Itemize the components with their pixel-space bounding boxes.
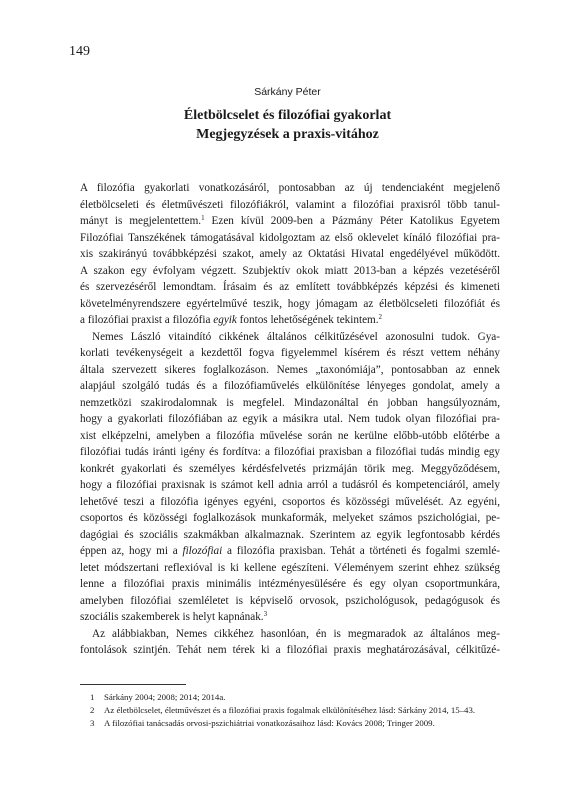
page-number: 149 [69, 44, 90, 59]
text-line: alapjául szolgáló tudás és a filozófiaművelés elkülönítése lényeges gondolat, amely a [80, 380, 500, 392]
text-line: xis szakirányú továbbképzési szakot, amely az Oktatási Hivatal engedélyével működött. [80, 248, 500, 260]
text-line: Nemes László vitaindító cikkének általános célkitűzésével azonosulni tudok. Gya- [92, 330, 500, 343]
title-line: Életbölcselet és filozófiai gyakorlat [183, 108, 392, 123]
text-line: és szervezéséről lemondtam. Írásaim és az említett továbbképzés képzési és kimeneti [80, 281, 500, 293]
footnote: 1 Sárkány 2004; 2008; 2014; 2014a. [90, 692, 226, 702]
text-line: konkrét gyakorlati és személyes kérdésfelvetés prizmáján törik meg. Meggyőződésem, [80, 462, 500, 475]
text-line: korlati tevékenységeit a kezdettől fogva figyelemmel kísérem és részt vettem néhány [80, 347, 500, 359]
text-line: életbölcseleti és életművészeti filozófiákról, valamint a filozófiai praxisról több tanul- [80, 198, 500, 211]
text-line: A szakon egy évfolyam végzett. Szubjektív okok miatt 2013-ban a képzés vezetéséről [80, 264, 500, 277]
text-line: általa szervezett sikeres foglalkozáson. Nemes „taxonómiája”, pontosabban az ennek [80, 363, 500, 376]
text-line: lenne a filozófiai praxis minimális intézményesülésére és egy olyan csoportmunkára, [80, 578, 500, 590]
text-line: szociális szakemberek is helyt kapnának.$^3$ [80, 610, 268, 623]
text-line: hogy a filozófiai praxisnak is számot kell adnia arról a tudásról és kompetenciáról, amely [80, 479, 500, 491]
footnote: 2 Az életbölcselet, életművészet és a filozófiai praxis fogalmak elkülönítéséhez lásd: Sárkány 2014, 15–43. [90, 705, 476, 715]
text-line: mányt is megjelentettem.$^1$ Ezen kívül 2009-ben a Pázmány Péter Katolikus Egyetem [80, 214, 500, 227]
text-line: Filozófiai Tanszékének támogatásával kidolgoztam az első oklevelet kínáló filozófiai pra- [80, 231, 500, 244]
subtitle-line: Megjegyzések a praxis-vitához [196, 127, 379, 142]
footnote-divider [80, 684, 186, 685]
article-author: Sárkány Péter [254, 86, 321, 98]
text-line: csoportos és közösségi foglalkozások munkaformák, melyeket számos pszichológiai, pe- [80, 512, 500, 524]
text-line: fontolások szintjén. Tehát nem térek ki a filozófiai praxis meghatározásával, célkitűzé- [80, 644, 500, 656]
footnote-ref[interactable]: 2 [378, 313, 383, 321]
text-line: nemzetközi szakirodalomnak is megfelel. Mindazonáltal én jobban hangsúlyoznám, [80, 396, 500, 409]
text-line: követelményrendszere egyértelművé teszik, hogy jómagam az életbölcseleti filozófiát és [80, 297, 500, 310]
text-line: lehetővé teszi a filozófia igényes egyéni, csoportos és közösségi művelését. Az egyéni, [80, 495, 500, 508]
text-line: dagógiai és szociális szakmákban alkalmaznak. Szerintem az egyik legfontosabb kérdés [80, 528, 500, 541]
footnotes [90, 691, 500, 730]
text-line: filozófiai tudás iránti igény és fordítva: a filozófiai praxisban a filozófiai tudás mindig egy [80, 446, 500, 458]
text-line: A filozófia gyakorlati vonatkozásáról, pontosabban az új tendenciaként megjelenő [80, 182, 500, 194]
text-line: a filozófiai praxist a filozófia egyik fontos lehetőségének tekintem.$^2$ [80, 313, 383, 326]
footnote: 3 A filozófiai tanácsadás orvosi-pszichiátriai vonatkozásaihoz lásd: Kovács 2008; Tringer 2009. [90, 718, 435, 728]
text-line: xist elképzelni, amelyben a filozófia művelése során ne kerülne előbb-utóbb előtérbe a [80, 429, 500, 442]
text-line: letet módszertani reflexióval is ki kellene egészíteni. Véleményem szerint ehhez szükség [80, 561, 500, 574]
article-title [0, 106, 575, 144]
text-line: hogy a gyakorlati filozófiában az egyik a másikra utal. Nem tudok olyan filozófiai pra- [80, 413, 500, 425]
text-line: Az alábbiakban, Nemes cikkéhez hasonlóan, én is megmaradok az általános meg- [92, 627, 500, 640]
text-line: amelyben filozófiai szemléletet is képviselő orvosok, pszichológusok, pedagógusok és [80, 594, 500, 607]
body-text [80, 180, 500, 659]
footnote-ref[interactable]: 1 [201, 214, 205, 222]
text-line: éppen az, hogy mi a filozófiai a filozófia praxisban. Tehát a történeti és fogalmi szemlé- [80, 545, 501, 557]
footnote-ref[interactable]: 3 [263, 610, 268, 618]
